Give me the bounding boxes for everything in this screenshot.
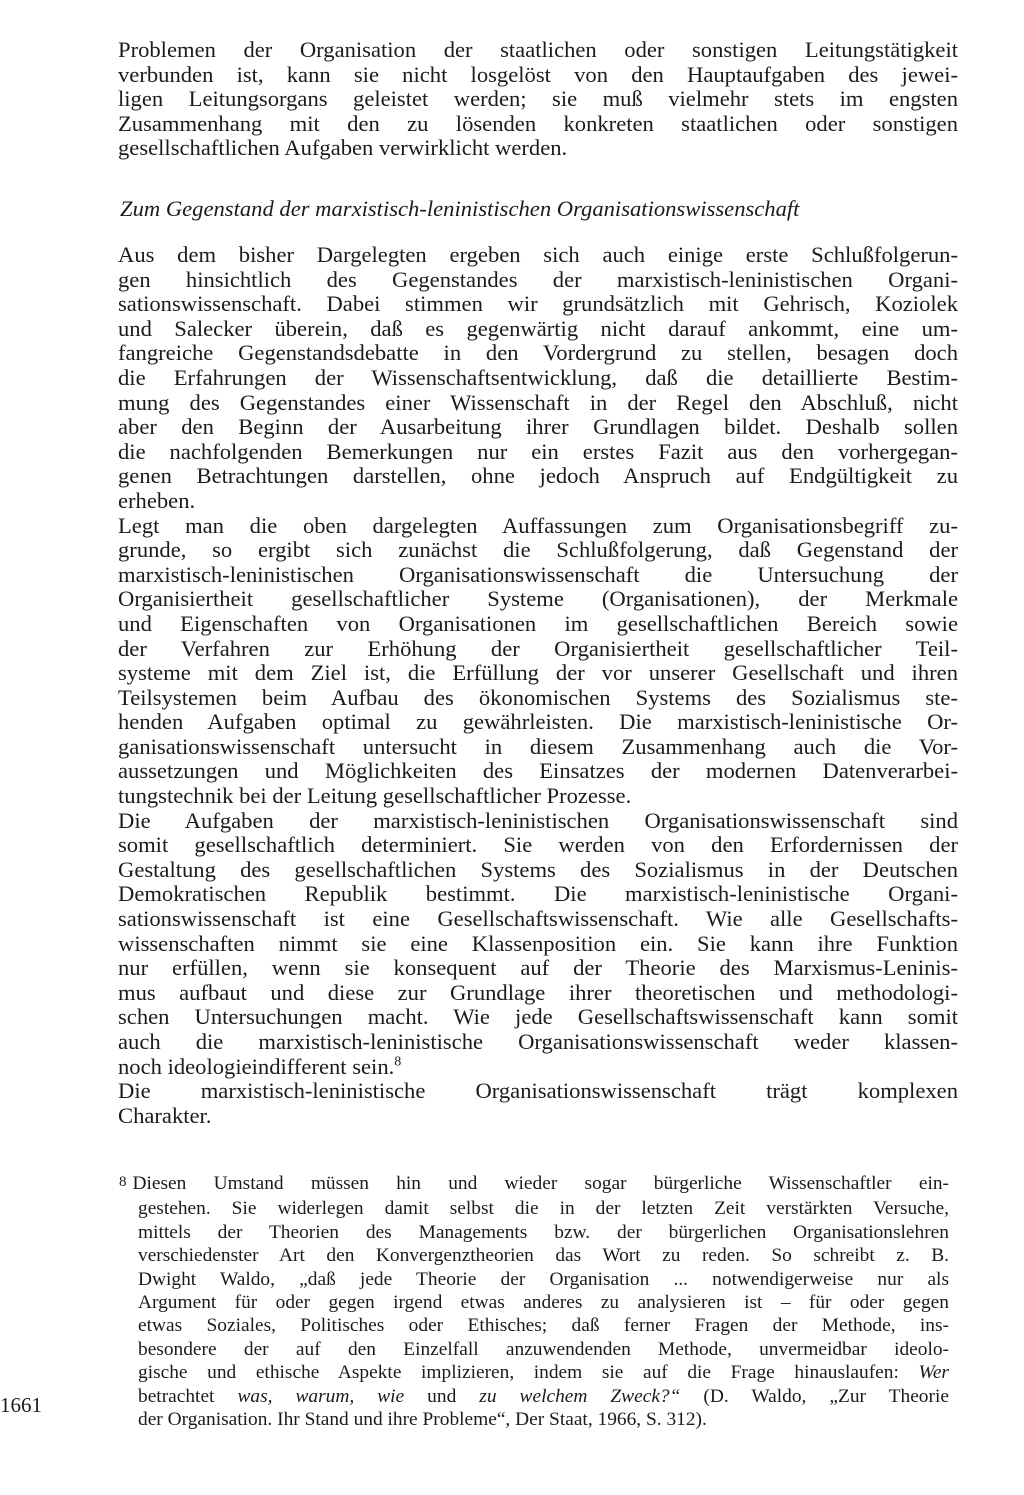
paragraph-3 [118, 809, 958, 1080]
text-line [118, 1055, 958, 1080]
text-line: wissenschaften nimmt sie eine Klassenposition ein. Sie kann ihre Funktion [118, 930, 958, 956]
text-line: sationswissenschaft ist eine Gesellschaftswissenschaft. Wie alle Gesellschafts- [118, 906, 958, 932]
text-line: aussetzungen und Möglichkeiten des Einsatzes der modernen Datenverarbei- [118, 758, 958, 784]
intro-paragraph [118, 38, 958, 161]
text-line: nur erfüllen, wenn sie konsequent auf der Theorie des Marxismus-Leninis- [118, 955, 958, 981]
footnote-line: gestehen. Sie widerlegen damit selbst die in der letzten Zeit verstärkten Versuche, [138, 1198, 949, 1220]
text-line: systeme mit dem Ziel ist, die Erfüllung der vor unserer Gesellschaft und ihren [118, 660, 958, 686]
text-line: Problemen der Organisation der staatlichen oder sonstigen Leitungstätigkeit [118, 37, 958, 62]
italic-segment: Wer [918, 1362, 949, 1384]
text-line: aber den Beginn der Ausarbeitung ihrer Grundlagen bildet. Deshalb sollen [118, 414, 958, 440]
main-text [118, 243, 958, 1128]
text-line: grunde, so ergibt sich zunächst die Schlußfolgerung, daß Gegenstand der [118, 537, 958, 563]
footnote-line: etwas Soziales, Politisches oder Ethisches; daß ferner Fragen der Methode, ins- [138, 1315, 949, 1337]
text-line: und Eigenschaften von Organisationen im gesellschaftlichen Bereich sowie [118, 610, 958, 636]
text-line: tungstechnik bei der Leitung gesellschaftlicher Prozesse. [118, 783, 632, 809]
paragraph-4 [118, 1079, 958, 1128]
text-line: schen Untersuchungen macht. Wie jede Gesellschaftswissenschaft kann somit [118, 1004, 958, 1030]
text-line: Aus dem bisher Dargelegten ergeben sich auch einige erste Schlußfolgerun- [118, 242, 958, 267]
text-segment: Diesen Umstand müssen hin und wieder sogar bürgerliche Wissenschaftler ein- [132, 1173, 949, 1194]
text-line: ligen Leitungsorgans geleistet werden; sie muß vielmehr stets im engsten [118, 86, 958, 112]
text-line: mung des Gegenstandes einer Wissenschaft in der Regel den Abschluß, nicht [118, 389, 958, 415]
footnote-line [119, 1361, 949, 1384]
text-line: der Verfahren zur Erhöhung der Organisiertheit gesellschaftlicher Teil- [118, 635, 958, 661]
footnote-line: mittels der Theorien des Managements bzw. der bürgerlichen Organisationslehren [138, 1221, 949, 1243]
text-line: erheben. [118, 487, 196, 513]
text-line: Die marxistisch-leninistische Organisationswissenschaft trägt komplexen [118, 1078, 958, 1104]
text-line: verbunden ist, kann sie nicht losgelöst von den Hauptaufgaben des jewei- [118, 61, 958, 87]
text-segment: (D. Waldo, „Zur Theorie [703, 1385, 949, 1407]
text-line: mus aufbaut und diese zur Grundlage ihrer theoretischen und methodologi- [118, 979, 958, 1005]
text-line: Charakter. [118, 1102, 212, 1128]
text-line: sationswissenschaft. Dabei stimmen wir grundsätzlich mit Gehrisch, Koziolek [118, 291, 958, 317]
text-segment: und [427, 1385, 457, 1407]
text-line: die nachfolgenden Bemerkungen nur ein erstes Fazit aus den vorhergegan- [118, 438, 958, 464]
italic-segment: zu welchem Zweck?“ [479, 1385, 681, 1407]
text-line: gesellschaftlichen Aufgaben verwirklicht werden. [118, 135, 568, 161]
footnote-8 [119, 1172, 949, 1431]
text-line: Legt man die oben dargelegten Auffassungen zum Organisationsbegriff zu- [118, 512, 958, 538]
text-line: marxistisch-leninistischen Organisationswissenschaft die Untersuchung der [118, 561, 958, 587]
footnote-mark: 8 [119, 1174, 127, 1190]
footnote-line: Argument für oder gegen irgend etwas anderes zu analysieren ist – für oder gegen [138, 1292, 949, 1314]
footnote-line: verschiedenster Art den Konvergenztheorien das Wort zu reden. So schreibt z. B. [138, 1245, 949, 1267]
text-line: auch die marxistisch-leninistische Organisationswissenschaft weder klassen- [118, 1029, 958, 1054]
footnote-line [119, 1385, 949, 1408]
text-line: henden Aufgaben optimal zu gewährleisten. Die marxistisch-leninistische Or- [118, 709, 958, 735]
text-line: Demokratischen Republik bestimmt. Die marxistisch-leninistische Organi- [118, 881, 958, 907]
text-segment: gische und ethische Aspekte implizieren, indem sie auf die Frage hinauslaufen: [138, 1362, 899, 1384]
text-line: gen hinsichtlich des Gegenstandes der marxistisch-leninistischen Organi- [118, 266, 958, 292]
paragraph-1 [118, 243, 958, 514]
italic-segment: was, warum, wie [237, 1385, 405, 1407]
text-line: Die Aufgaben der marxistisch-leninistischen Organisationswissenschaft sind [118, 807, 958, 833]
page-number: 1661 [0, 1393, 42, 1417]
paragraph-2 [118, 514, 958, 809]
text-line: Teilsystemen beim Aufbau des ökonomischen Systems des Sozialismus ste- [118, 684, 958, 710]
footnote-line: besondere der auf den Einzelfall anzuwendenden Methode, unvermeidbar ideolo- [138, 1338, 949, 1360]
text-line: Organisiertheit gesellschaftlicher Systeme (Organisationen), der Merkmale [118, 586, 958, 612]
text-segment: noch ideologieindifferent sein. [118, 1053, 395, 1079]
text-line: somit gesellschaftlich determiniert. Sie werden von den Erfordernissen der [118, 832, 958, 858]
footnote-reference[interactable]: 8 [394, 1054, 402, 1070]
text-line: Zusammenhang mit den zu lösenden konkreten staatlichen oder sonstigen [118, 110, 958, 136]
footnote-line [119, 1172, 949, 1197]
text-line: genen Betrachtungen darstellen, ohne jedoch Anspruch auf Endgültigkeit zu [118, 463, 958, 489]
text-segment: betrachtet [138, 1385, 215, 1407]
footnote-line: der Organisation. Ihr Stand und ihre Probleme“, Der Staat, 1966, S. 312). [138, 1409, 707, 1431]
text-line: die Erfahrungen der Wissenschaftsentwicklung, daß die detaillierte Bestim- [118, 364, 958, 390]
text-line: und Salecker überein, daß es gegenwärtig nicht darauf ankommt, eine um- [118, 315, 958, 341]
text-line: fangreiche Gegenstandsdebatte in den Vordergrund zu stellen, besagen doch [118, 340, 958, 366]
footnote-line: Dwight Waldo, „daß jede Theorie der Organisation ... notwendigerweise nur als [138, 1268, 949, 1290]
text-line: ganisationswissenschaft untersucht in diesem Zusammenhang auch die Vor- [118, 733, 958, 759]
text-line: Gestaltung des gesellschaftlichen Systems des Sozialismus in der Deutschen [118, 856, 958, 882]
section-heading: Zum Gegenstand der marxistisch-leninistischen Organisationswissenschaft [120, 196, 800, 221]
